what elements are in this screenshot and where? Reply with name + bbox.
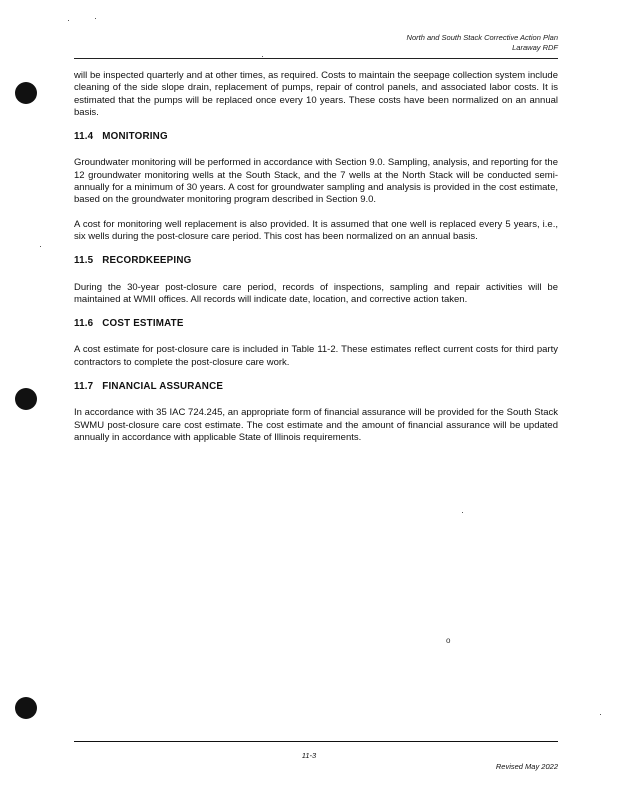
section-title: MONITORING [102,131,168,143]
section-number: 11.7 [74,381,94,393]
running-header [407,33,558,53]
section-heading-recordkeeping [74,255,558,267]
section-title: COST ESTIMATE [102,318,184,330]
stray-mark: o [446,636,451,645]
intro-paragraph: will be inspected quarterly and at other times, as required. Costs to maintain the seepage collection system include cleaning of the side slope drain, replacement of pumps, repair of control panels, and associated labor costs. It is estimated that the pumps will be replaced once every 10 years. These costs have been normalized on an annual basis. [74,70,558,118]
section-number: 11.5 [74,255,94,267]
section-heading-monitoring [74,131,558,143]
scan-speck [262,56,263,57]
paragraph: A cost estimate for post-closure care is included in Table 11-2. These estimates reflect current costs for third party contractors to complete the post-closure care work. [74,344,558,368]
scan-speck [40,246,41,247]
section-heading-cost-estimate [74,318,558,330]
scan-speck [600,714,601,715]
section-title: RECORDKEEPING [102,255,192,267]
footer-rule [74,741,558,742]
scan-speck [95,18,96,19]
section-number: 11.4 [74,131,94,143]
section-title: FINANCIAL ASSURANCE [102,381,224,393]
paragraph: A cost for monitoring well replacement is also provided. It is assumed that one well is replaced every 5 years, i.e., six wells during the post-closure care period. This cost has been normalized on an annual basis. [74,218,558,242]
document-body [74,70,558,456]
binder-hole-middle [15,388,37,410]
header-subtitle: Laraway RDF [512,43,558,52]
header-rule [74,58,558,59]
header-title: North and South Stack Corrective Action Plan [406,33,558,42]
paragraph: During the 30-year post-closure care period, records of inspections, sampling and repair activities will be maintained at WMII offices. All records will indicate date, location, and corrective action taken. [74,281,558,305]
section-heading-financial-assurance [74,381,558,393]
paragraph: In accordance with 35 IAC 724.245, an appropriate form of financial assurance will be provided for the South Stack SWMU post-closure care cost estimate. The cost estimate and the amount of financial assurance will be updated annually in accordance with applicable State of Illinois requirements. [74,407,558,443]
scan-speck [462,512,463,513]
binder-hole-top [15,82,37,104]
revision-date: Revised May 2022 [495,762,558,771]
scan-speck [68,20,69,21]
section-number: 11.6 [74,318,94,330]
page-number: 11-3 [301,751,317,760]
binder-hole-bottom [15,697,37,719]
paragraph: Groundwater monitoring will be performed in accordance with Section 9.0. Sampling, analysis, and reporting for the 12 groundwater monitoring wells at the South Stack, and the 7 wells at the North Stack will be conducted semi-annually for a minimum of 30 years. A cost for groundwater sampling and analysis is provided in the cost estimate, based on the groundwater monitoring program described in Section 9.0. [74,157,558,206]
